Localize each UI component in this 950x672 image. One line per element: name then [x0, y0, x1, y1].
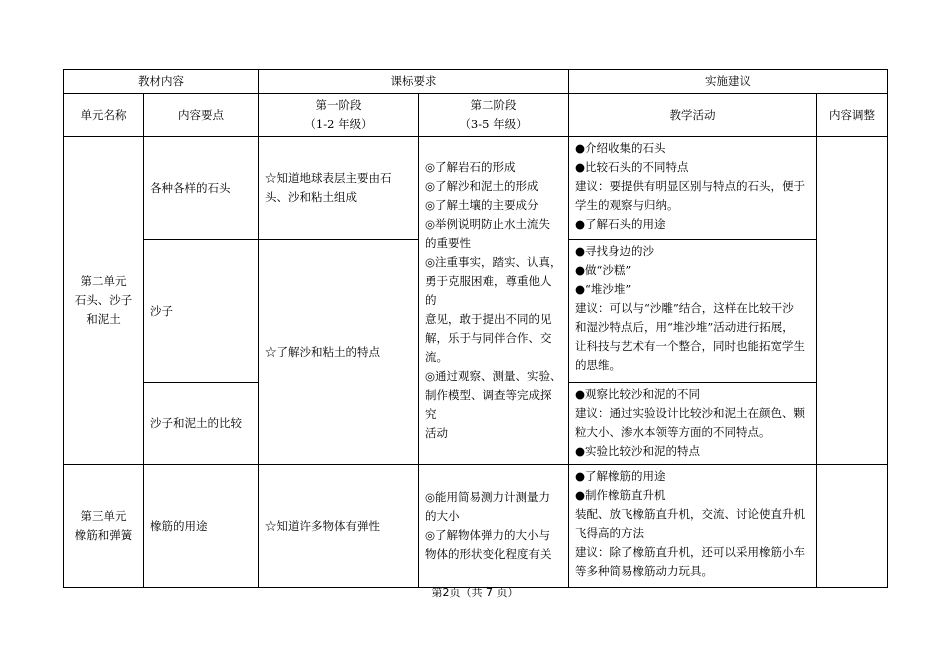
activity-line: ●制作橡筋直升机: [575, 488, 666, 502]
page-number-footer: 第2页（共 7 页）: [431, 586, 519, 599]
subheader-row: [64, 94, 888, 137]
header-curriculum: 课标要求: [259, 70, 569, 94]
unit2-stage2: [419, 137, 569, 465]
activity-line: 飞得高的方法: [575, 526, 644, 540]
header-implementation: 实施建议: [569, 70, 888, 94]
stage2-title: 第二阶段: [470, 98, 517, 112]
subheader-unit-name: 单元名称: [64, 94, 144, 137]
subheader-stage1: [259, 94, 419, 137]
unit3-content: 橡筋的用途: [144, 465, 259, 588]
unit3-name-line: 橡筋和弹簧: [74, 528, 133, 542]
activity-line: ●比较石头的不同特点: [575, 160, 689, 174]
unit2-content-compare: 沙子和泥土的比较: [144, 383, 259, 465]
stage2-line: 的大小: [425, 509, 460, 523]
unit3-activities: [569, 465, 817, 588]
stage2-line: 解，乐于与同伴合作、交流。: [425, 331, 552, 364]
unit3-adjustment: [817, 465, 888, 588]
unit3-name: [64, 465, 144, 588]
stage2-line: ◎通过观察、测量、实验、: [425, 369, 562, 383]
subheader-adjustment: 内容调整: [817, 94, 888, 137]
stage1-grade: （1-2 年级）: [304, 117, 373, 131]
activity-line: ●实验比较沙和泥的特点: [575, 444, 701, 458]
activity-line: ●“堆沙堆”: [575, 282, 632, 296]
stage2-line: ◎能用简易测力计测量力: [425, 490, 551, 504]
activity-line: ●介绍收集的石头: [575, 141, 666, 155]
activity-line: 建议：除了橡筋直升机，还可以采用橡筋小车: [575, 545, 805, 559]
unit2-name-line: 和泥土: [86, 312, 121, 326]
table-row: [64, 465, 888, 588]
subheader-stage2: [419, 94, 569, 137]
stage2-line: ◎举例说明防止水土流失: [425, 217, 551, 231]
curriculum-table: [63, 69, 888, 588]
activity-line: 装配、放飞橡筋直升机，交流、讨论使直升机: [575, 507, 805, 521]
activity-line: ●做“沙糕”: [575, 263, 632, 277]
stage1-title: 第一阶段: [315, 98, 362, 112]
activity-line: 的思维。: [575, 358, 621, 372]
activity-line: 和湿沙特点后，用“堆沙堆”活动进行拓展，: [575, 320, 794, 334]
unit2-stage1-stones: ☆知道地球表层主要由石头、沙和粘土组成: [259, 137, 419, 240]
stage2-line: 物体的形状变化程度有关: [425, 547, 552, 561]
stage2-line: 勇于克服困难，尊重他人的: [425, 274, 552, 307]
unit2-content-sand: 沙子: [144, 240, 259, 383]
stage2-line: ◎注重事实，踏实、认真，: [425, 255, 562, 269]
activity-line: 建议：可以与“沙雕”结合，这样在比较干沙: [575, 301, 794, 315]
unit3-name-line: 第三单元: [80, 509, 127, 523]
header-row: [64, 70, 888, 94]
stage2-line: 活动: [425, 426, 448, 440]
stage2-line: ◎了解岩石的形成: [425, 160, 516, 174]
activity-line: 等多种简易橡筋动力玩具。: [575, 564, 713, 578]
unit2-activities-sand: [569, 240, 817, 383]
unit2-adjustment: [817, 137, 888, 465]
stage2-grade: （3-5 年级）: [459, 117, 528, 131]
table-row: [64, 137, 888, 240]
stage2-line: ◎了解物体弹力的大小与: [425, 528, 551, 542]
activity-line: ●寻找身边的沙: [575, 244, 655, 258]
stage2-line: ◎了解沙和泥土的形成: [425, 179, 539, 193]
unit3-stage1: ☆知道许多物体有弹性: [259, 465, 419, 588]
stage2-line: 的重要性: [425, 236, 471, 250]
stage2-line: 制作模型、调查等完成探究: [425, 388, 552, 421]
stage2-line: ◎了解土壤的主要成分: [425, 198, 539, 212]
unit2-activities-stones: [569, 137, 817, 240]
activity-line: ●观察比较沙和泥的不同: [575, 387, 701, 401]
unit2-name-line: 石头、沙子: [74, 293, 133, 307]
activity-line: 建议：通过实验设计比较沙和泥土在颜色、颗: [575, 406, 805, 420]
unit2-activities-compare: [569, 383, 817, 465]
activity-line: 让科技与艺术有一个整合，同时也能拓宽学生: [575, 339, 805, 353]
subheader-activities: 教学活动: [569, 94, 817, 137]
unit3-stage2: [419, 465, 569, 588]
activity-line: 粒大小、渗水本领等方面的不同特点。: [575, 425, 771, 439]
activity-line: ●了解石头的用途: [575, 217, 666, 231]
activity-line: ●了解橡筋的用途: [575, 469, 666, 483]
unit2-name-line: 第二单元: [80, 274, 127, 288]
activity-line: 学生的观察与归纳。: [575, 198, 679, 212]
unit2-stage1-sand: ☆了解沙和粘土的特点: [259, 240, 419, 465]
stage2-line: 意见，敢于提出不同的见: [425, 312, 552, 326]
unit2-name: [64, 137, 144, 465]
header-materials: 教材内容: [64, 70, 259, 94]
activity-line: 建议：要提供有明显区别与特点的石头，便于: [575, 179, 805, 193]
subheader-content-points: 内容要点: [144, 94, 259, 137]
unit2-content-stones: 各种各样的石头: [144, 137, 259, 240]
